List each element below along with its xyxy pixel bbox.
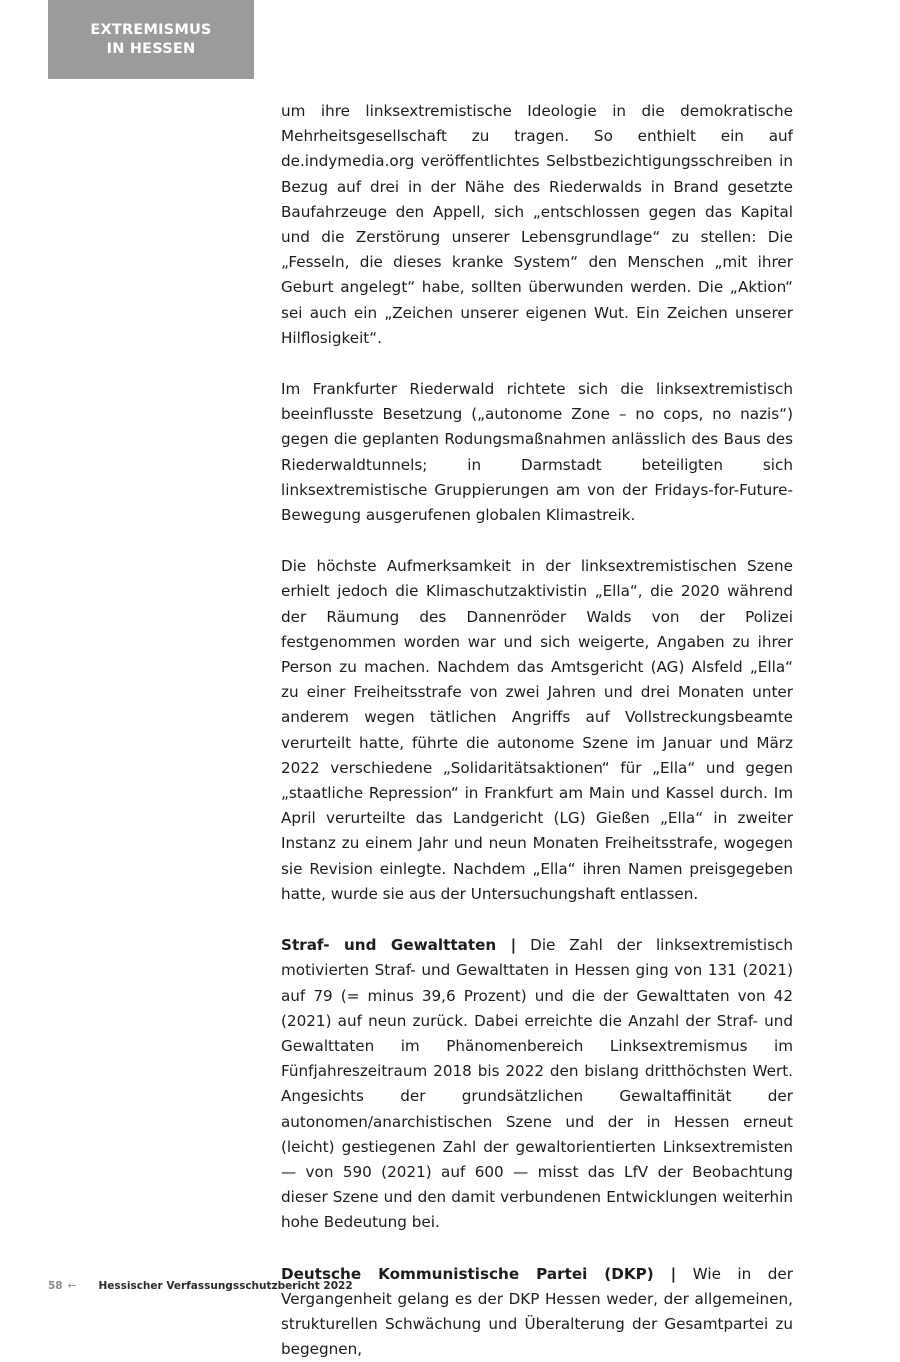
report-title: Hessischer Verfassungsschutzbericht 2022 <box>98 1280 353 1292</box>
paragraph <box>281 933 793 1235</box>
page-number: 58 <box>48 1280 63 1292</box>
paragraph: Im Frankfurter Riederwald richtete sich die linksextremistisch beeinflusste Besetzung („autonome Zone – no cops, no nazis“) gegen die geplanten Rodungsmaßnahmen anlässlich des Baus des Riederwaldtunnels; in Darmstadt beteiligten sich linksextremistische Gruppierungen am von der Fridays-for-Future-Bewegung ausgerufenen globalen Klimastreik. <box>281 380 793 525</box>
paragraph: Die höchste Aufmerksamkeit in der linksextremistischen Szene erhielt jedoch die Klimaschutzaktivistin „Ella“, die 2020 während der Räumung des Dannenröder Walds von der Polizei festgenommen worden war und sich weigerte, Angaben zu ihrer Person zu machen. Nachdem das Amtsgericht (AG) Alsfeld „Ella“ zu einer Freiheitsstrafe von zwei Jahren und drei Monaten unter anderem wegen tätlichen Angriffs auf Vollstreckungsbeamte verurteilt hatte, führte die autonome Szene im Januar und März 2022 verschiedene „Solidaritätsaktionen“ für „Ella“ und gegen „staatliche Repression“ in Frankfurt am Main und Kassel durch. Im April verurteilte das Landgericht (LG) Gießen „Ella“ in zweiter Instanz zu einem Jahr und neun Monaten Freiheitsstrafe, wogegen sie Revision einlegte. Nachdem „Ella“ ihren Namen preisgegeben hatte, wurde sie aus der Untersuchungshaft entlassen. <box>281 557 793 903</box>
section-tab-line-2: IN HESSEN <box>106 40 196 57</box>
section-tab <box>48 0 254 79</box>
back-arrow-icon[interactable]: ← <box>67 1280 77 1292</box>
paragraph-heading: Deutsche Kommunistische Partei (DKP) | <box>281 1264 677 1283</box>
section-tab-line-1: EXTREMISMUS <box>90 21 212 38</box>
paragraph: um ihre linksextremistische Ideologie in die demokratische Mehrheitsgesellschaft zu tragen. So enthielt ein auf de.indymedia.org veröffentlichtes Selbstbezichtigungsschreiben in Bezug auf drei in der Nähe des Riederwalds in Brand gesetzte Baufahrzeuge den Appell, sich „entschlossen gegen das Kapital und die Zerstörung unserer Lebensgrundlage“ zu stellen: Die „Fesseln, die dieses kranke System“ den Menschen „mit ihrer Geburt angelegt“ habe, sollten überwunden werden. Die „Aktion“ sei auch ein „Zeichen unserer eigenen Wut. Ein Zeichen unserer Hilflosigkeit“. <box>281 102 793 347</box>
page-footer <box>48 1277 353 1295</box>
paragraph <box>281 1262 793 1362</box>
body-text <box>281 99 793 1362</box>
paragraph-heading: Straf- und Gewalttaten | <box>281 936 517 955</box>
paragraph-body: Die Zahl der linksextremistisch motivierten Straf- und Gewalttaten in Hessen ging von 131 (2021) auf 79 (= minus 39,6 Prozent) und die der Gewalttaten von 42 (2021) auf neun zurück. Dabei erreichte die Anzahl der Straf- und Gewalttaten im Phänomenbereich Linksextremismus im Fünfjahreszeitraum 2018 bis 2022 den bislang dritthöchsten Wert. Angesichts der grundsätzlichen Gewaltaffinität der autonomen/anarchistischen Szene und der in Hessen erneut (leicht) gestiegenen Zahl der gewaltorientierten Linksextremisten — von 590 (2021) auf 600 — misst das LfV der Beobachtung dieser Szene und den damit verbundenen Entwicklungen weiterhin hohe Bedeutung bei. <box>281 936 793 1232</box>
paragraph-body: Wie in der Vergangenheit gelang es der DKP Hessen weder, der allgemeinen, strukturellen Schwächung und Überalterung der Gesamtpartei zu begegnen, <box>281 1264 793 1359</box>
